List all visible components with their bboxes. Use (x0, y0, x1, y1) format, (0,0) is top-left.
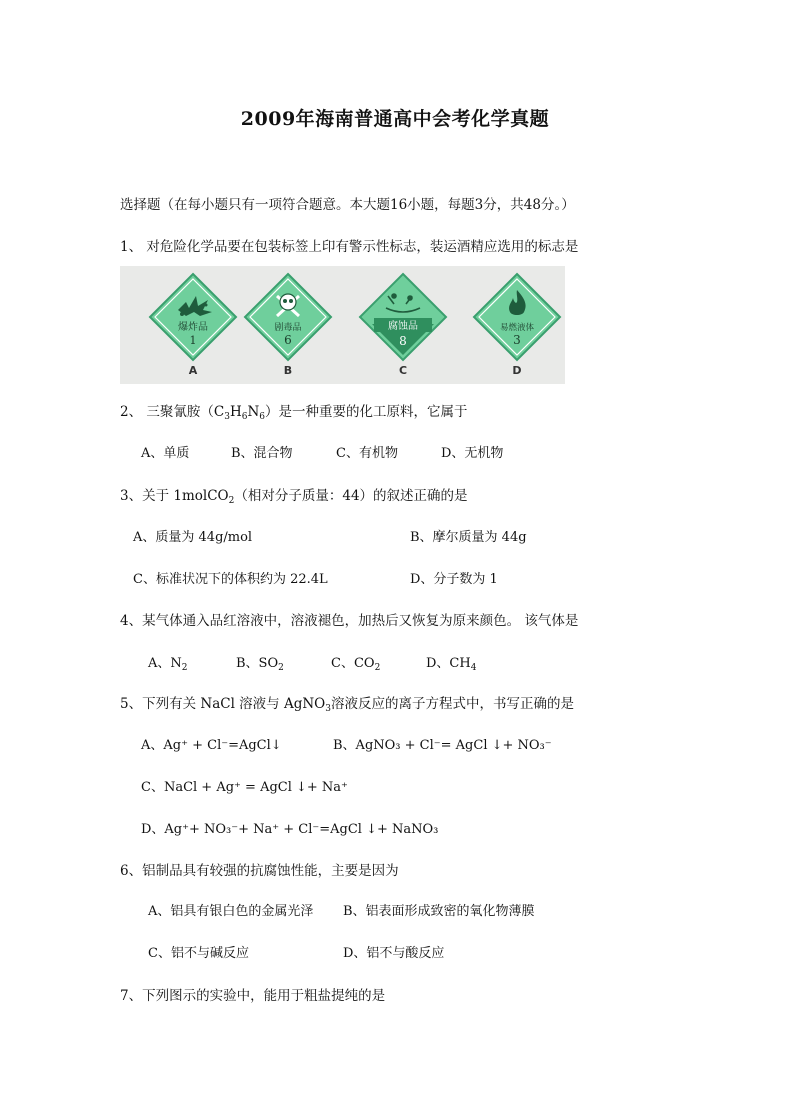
q2-option-a: A、单质 (141, 446, 190, 461)
question-6-stem: 6、铝制品具有较强的抗腐蚀性能，主要是因为 (120, 863, 399, 879)
question-2-stem: 2、 三聚氰胺$(C_3H_6N_6)$是一种重要的化工原料，它属于 (120, 404, 468, 422)
q3-option-c: C、标准状况下的体积约为 22.4L (133, 572, 328, 587)
question-4-stem: 4、某气体通入品红溶液中，溶液褪色，加热后又恢复为原来颜色。 该气体是 (120, 613, 579, 629)
hazard-sign-a (148, 272, 238, 362)
q4-option-a: A、$N_2$ (148, 656, 188, 673)
hazard-signs-figure (120, 266, 565, 384)
sign-d-label: 易燃液体 (499, 323, 535, 333)
question-5-stem: 5、下列有关 NaCl 溶液与 AgNO$_3$溶液反应的离子方程式中，书写正确的是 (120, 696, 574, 714)
section-intro: 选择题（在每小题只有一项符合题意。本大题16小题，每题3分，共48分。） (120, 197, 575, 213)
q6-option-b: B、铝表面形成致密的氧化物薄膜 (343, 904, 535, 919)
q4-option-b: B、$SO_2$ (236, 656, 284, 673)
q4-option-d: D、$CH_4$ (426, 656, 477, 673)
q3-option-a: A、质量为 44g/mol (133, 530, 253, 545)
q5-option-b: B、AgNO₃ + Cl⁻= AgCl ↓+ NO₃⁻ (333, 738, 552, 753)
q6-option-d: D、铝不与酸反应 (343, 946, 445, 961)
sign-d-letter: D (512, 364, 522, 377)
q6-option-a: A、铝具有银白色的金属光泽 (148, 904, 314, 919)
page-title: 2009年海南普通高中会考化学真题 (240, 108, 550, 130)
q2-option-d: D、无机物 (441, 446, 504, 461)
q3-option-b: B、摩尔质量为 44g (410, 530, 527, 545)
sign-a-number: 1 (189, 334, 197, 347)
hazard-sign-d (472, 272, 562, 362)
sign-c-label: 腐蚀品 (388, 321, 418, 332)
q5-option-c: C、NaCl + Ag⁺ = AgCl ↓+ Na⁺ (141, 780, 348, 795)
sign-d-number: 3 (513, 333, 521, 347)
question-1-stem: 1、 对危险化学品要在包装标签上印有警示性标志，装运酒精应选用的标志是 (120, 239, 579, 255)
sign-b-label: 剧毒品 (274, 323, 302, 333)
sign-a-label: 爆炸品 (178, 322, 208, 333)
sign-c-letter: C (398, 364, 408, 377)
sign-c-number: 8 (399, 334, 407, 348)
hazard-sign-b (243, 272, 333, 362)
q3-option-d: D、分子数为 1 (410, 572, 498, 587)
question-7-stem: 7、下列图示的实验中，能用于粗盐提纯的是 (120, 988, 386, 1004)
q2-option-b: B、混合物 (231, 446, 293, 461)
q5-option-d: D、Ag⁺+ NO₃⁻+ Na⁺ + Cl⁻=AgCl ↓+ NaNO₃ (141, 822, 439, 837)
sign-b-letter: B (283, 364, 293, 377)
q5-option-a: A、Ag⁺ + Cl⁻=AgCl↓ (141, 738, 282, 753)
sign-b-number: 6 (284, 333, 292, 347)
q4-option-c: C、$CO_2$ (331, 656, 381, 673)
sign-a-letter: A (188, 364, 198, 377)
hazard-sign-c (358, 272, 448, 362)
question-3-stem: 3、关于 1molCO$_2$（相对分子质量：44）的叙述正确的是 (120, 488, 468, 506)
q6-option-c: C、铝不与碱反应 (148, 946, 249, 961)
q2-option-c: C、有机物 (336, 446, 398, 461)
